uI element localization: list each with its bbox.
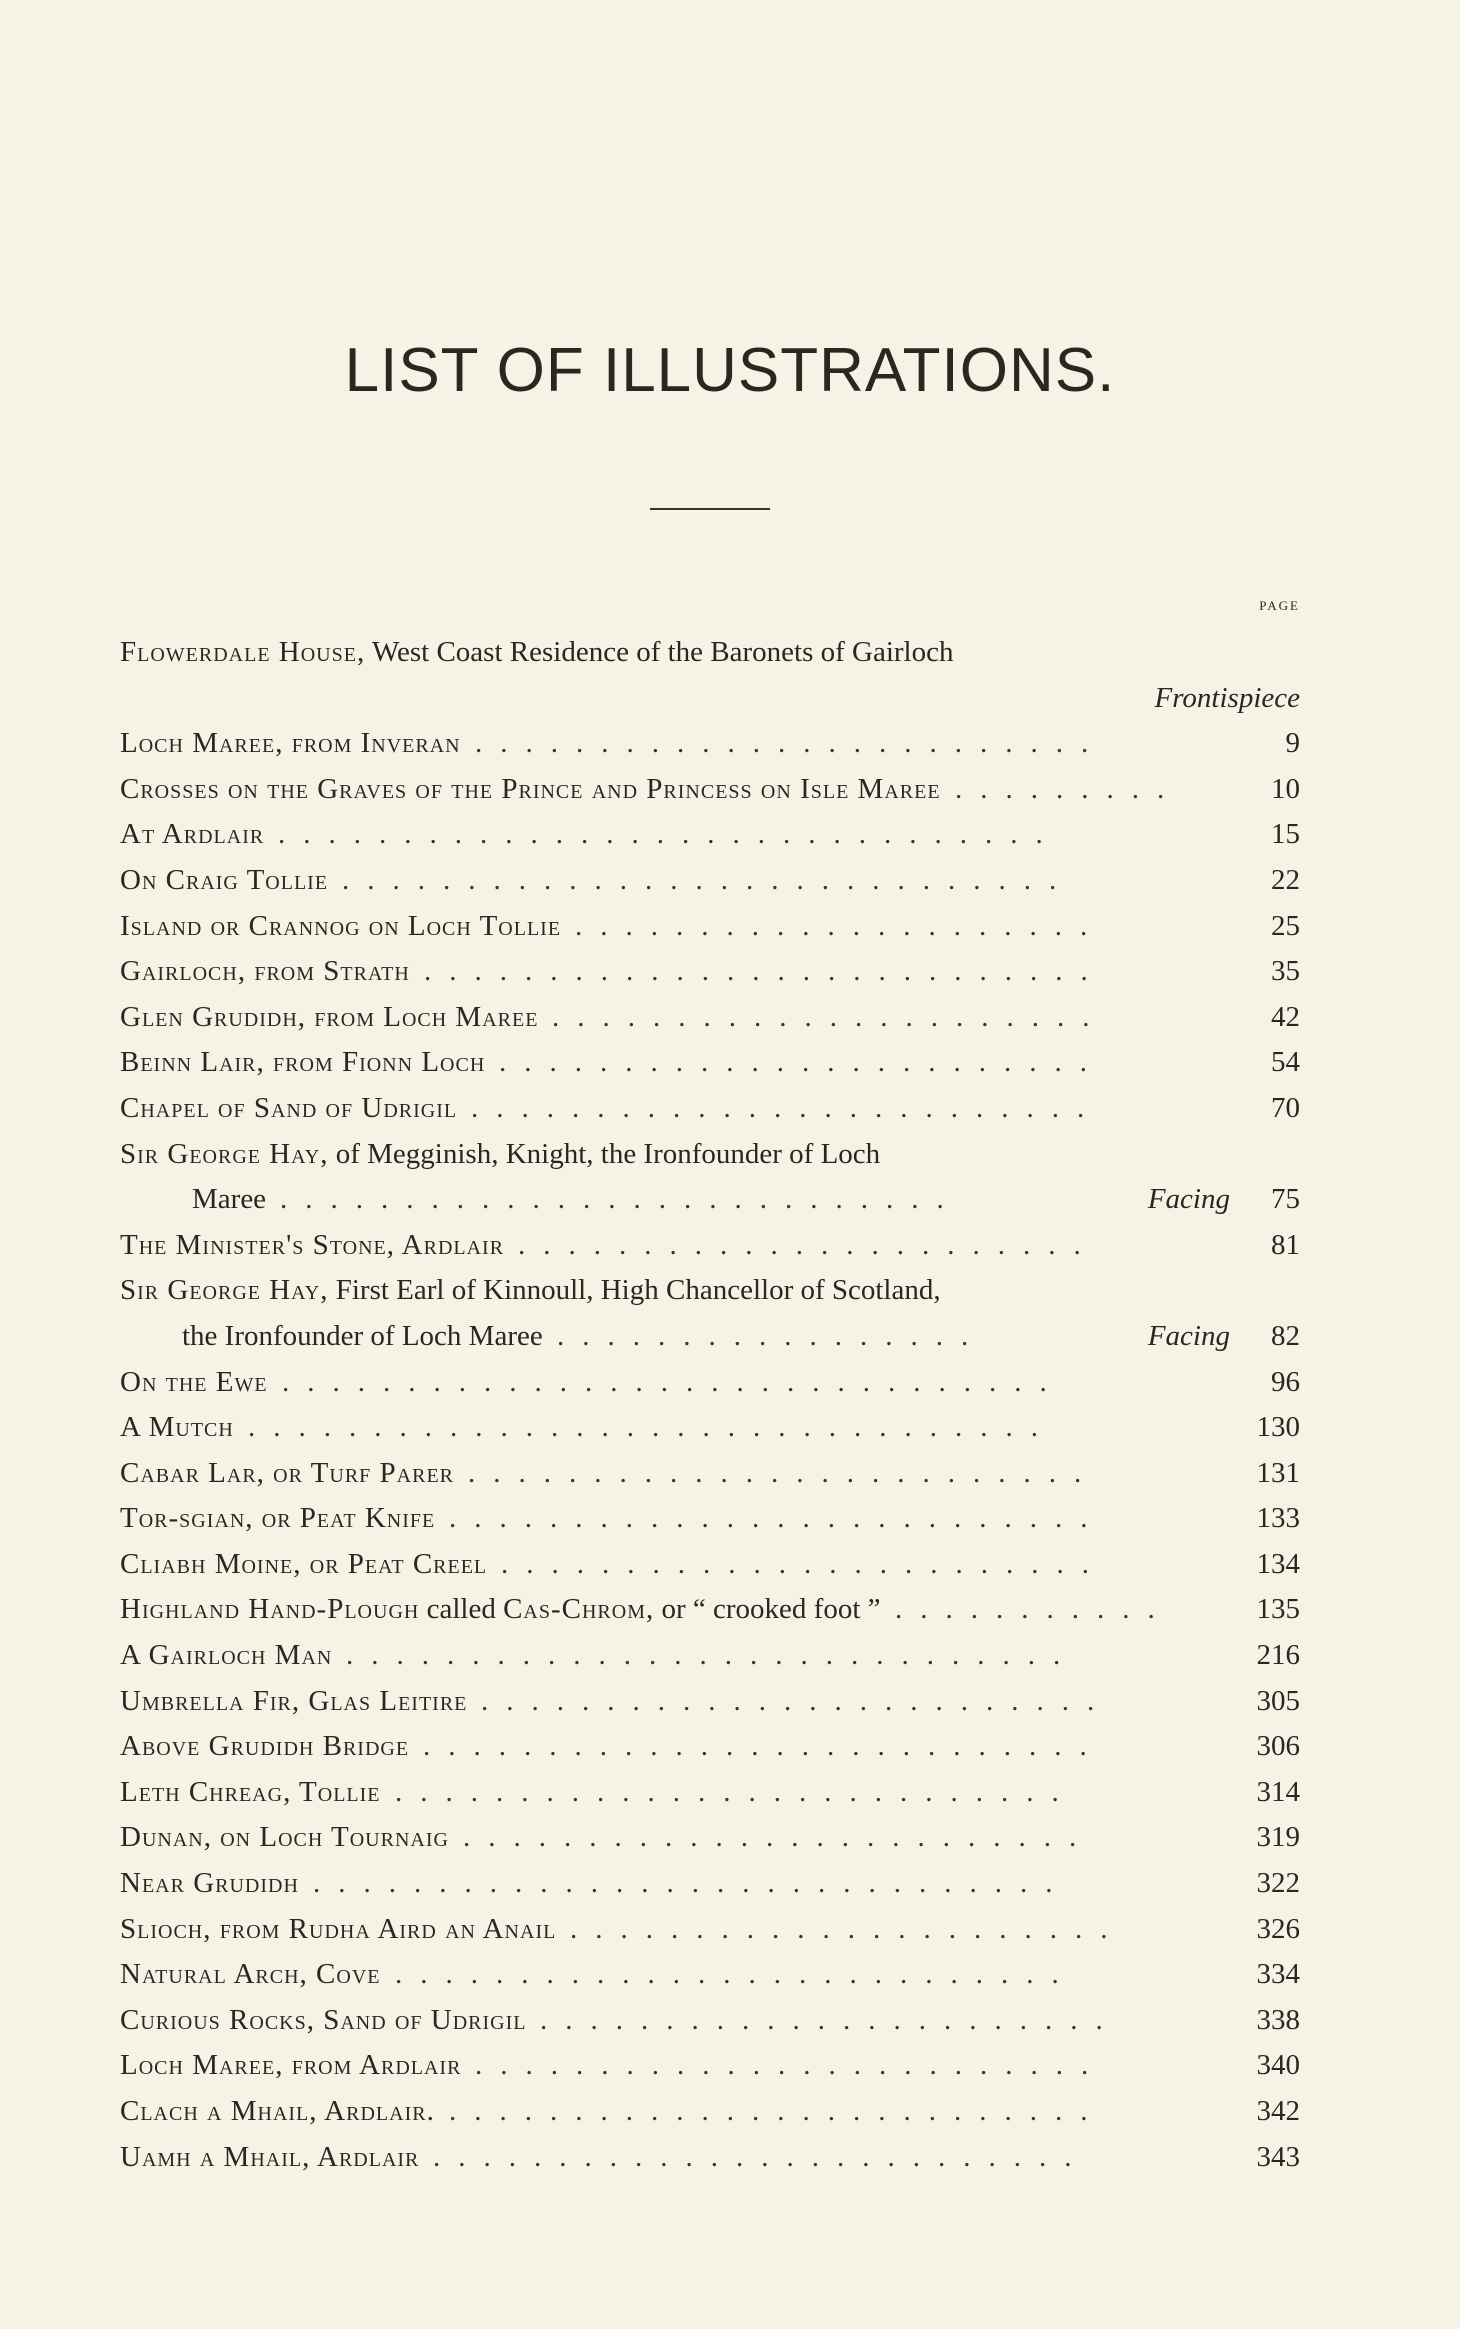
list-item — [120, 812, 1300, 858]
list-item — [120, 2135, 1300, 2181]
page-number: 306 — [1256, 1730, 1300, 1763]
page-number: 216 — [1256, 1639, 1300, 1672]
page-number: 9 — [1285, 727, 1300, 760]
dot-leader: ........................... — [424, 955, 1106, 988]
page-number: 340 — [1256, 2049, 1300, 2082]
entry-caption: Gairloch, from Strath — [120, 955, 410, 988]
page-number: 134 — [1256, 1547, 1300, 1580]
list-item — [120, 1451, 1300, 1497]
list-item — [120, 721, 1300, 767]
frontispiece-label: Frontispiece — [1154, 681, 1300, 714]
entry-caption-group — [120, 1861, 299, 1907]
entry-caption-group — [120, 1998, 526, 2044]
entry-caption-rest: First Earl of Kinnoull, High Chancellor of Scotland, — [328, 1274, 941, 1307]
entry-caption: Uamh a Mhail, Ardlair — [120, 2140, 420, 2173]
entry-caption-group — [120, 1815, 449, 1861]
entry-caption-group — [120, 949, 410, 995]
entry-caption-group — [120, 1952, 381, 1998]
dot-leader: ......................... — [481, 1684, 1113, 1717]
page-number: 338 — [1256, 2003, 1300, 2036]
entry-caption-group — [120, 1633, 332, 1679]
entry-caption: Near Grudidh — [120, 1867, 299, 1900]
entry-caption: A Mutch — [120, 1411, 234, 1444]
entry-caption: Above Grudidh Bridge — [120, 1730, 410, 1763]
entry-caption: Slioch, from Rudha Aird an Anail — [120, 1912, 557, 1945]
page-number: 10 — [1271, 772, 1300, 805]
entry-caption-rest: West Coast Residence of the Baronets of Gairloch — [365, 636, 954, 668]
page-number: 75 — [1271, 1183, 1300, 1216]
entry-caption: Clach a Mhail, Ardlair. — [120, 2095, 435, 2127]
list-item — [120, 1907, 1300, 1953]
entry-caption: Highland Hand-Plough — [120, 1593, 420, 1626]
dot-leader: .............................. — [313, 1867, 1071, 1900]
entry-caption: Loch Maree, from Ardlair — [120, 2049, 462, 2082]
page-number: 130 — [1256, 1411, 1300, 1444]
list-item — [120, 1587, 1300, 1633]
entry-caption-group — [120, 1679, 467, 1725]
page-number: 319 — [1256, 1821, 1300, 1854]
dot-leader: ....................... — [518, 1228, 1099, 1261]
entry-caption: Island or Crannog on Loch Tollie — [120, 909, 562, 942]
title-rule — [650, 508, 770, 510]
list-item — [120, 1360, 1300, 1406]
entry-caption: Tor-sgian, or Peat Knife — [120, 1502, 436, 1535]
page-number: 81 — [1271, 1228, 1300, 1261]
dot-leader: ................. — [557, 1319, 987, 1352]
page-number: 334 — [1256, 1958, 1300, 1991]
page-number: 305 — [1256, 1684, 1300, 1717]
entry-caption: Leth Chreag, Tollie — [120, 1775, 381, 1808]
entry-caption: On the Ewe — [120, 1365, 268, 1398]
list-item — [120, 1815, 1300, 1861]
entry-caption: Cliabh Moine, or Peat Creel — [120, 1547, 488, 1580]
entry-caption-group — [120, 812, 264, 858]
entry-caption-group — [120, 1587, 881, 1633]
list-item — [120, 904, 1300, 950]
facing-label: Facing — [1147, 1319, 1230, 1352]
entry-caption-group — [120, 721, 461, 767]
page-number: 326 — [1256, 1912, 1300, 1945]
page-number: 322 — [1256, 1867, 1300, 1900]
entry-caption-group — [120, 2135, 419, 2181]
list-item — [120, 1679, 1300, 1725]
entry-caption: On Craig Tollie — [120, 863, 329, 896]
entry-caption: The Minister's Stone, Ardlair — [120, 1228, 505, 1261]
dot-leader: ..................... — [575, 909, 1106, 942]
entry-caption-group — [120, 1496, 435, 1542]
dot-leader: ............................... — [278, 818, 1061, 851]
entry-caption-term: Cas-Chrom, — [503, 1593, 655, 1626]
dot-leader: ......................... — [475, 2049, 1107, 2082]
dot-leader: ........................ — [501, 1547, 1107, 1580]
page-number: 54 — [1271, 1046, 1300, 1079]
list-item — [120, 1223, 1300, 1269]
entry-caption-group — [120, 1542, 487, 1588]
list-item — [120, 1952, 1300, 1998]
list-item — [120, 1770, 1300, 1816]
dot-leader: ............................. — [346, 1639, 1079, 1672]
entry-caption-group — [120, 1724, 409, 1770]
list-item — [120, 767, 1300, 813]
dot-leader: ............................... — [282, 1365, 1065, 1398]
dot-leader: ......................... — [468, 1456, 1100, 1489]
list-item — [120, 1132, 1300, 1178]
entry-caption: Umbrella Fir, Glas Leitire — [120, 1684, 468, 1717]
list-item — [120, 2043, 1300, 2089]
entry-caption: At Ardlair — [120, 818, 265, 851]
entry-caption-rest: called — [419, 1593, 504, 1626]
entry-caption-continued: the Ironfounder of Loch Maree — [182, 1319, 543, 1352]
entry-caption-group — [120, 1451, 454, 1497]
page-number: 133 — [1256, 1502, 1300, 1535]
list-item-continuation — [120, 1314, 1300, 1360]
list-item — [120, 1405, 1300, 1451]
entry-caption: Dunan, on Loch Tournaig — [120, 1821, 449, 1854]
entry-caption: A Gairloch Man — [120, 1639, 333, 1672]
entry-caption-group — [120, 995, 538, 1041]
entry-caption-group — [120, 2089, 435, 2135]
entry-caption-group — [120, 1907, 556, 1953]
dot-leader: ........................... — [395, 1958, 1077, 1991]
entry-caption: Glen Grudidh, from Loch Maree — [120, 1000, 539, 1033]
dot-leader: ........................ — [499, 1046, 1105, 1079]
dot-leader: ................................ — [248, 1411, 1056, 1444]
dot-leader: ........................... — [280, 1183, 962, 1216]
page-number: 342 — [1256, 2095, 1300, 2127]
page-number: 314 — [1256, 1775, 1300, 1808]
entry-caption-continued: Maree — [192, 1183, 267, 1216]
list-item — [120, 949, 1300, 995]
dot-leader: ............................. — [342, 863, 1075, 896]
entry-caption-group — [120, 1086, 457, 1132]
entry-caption: Sir George Hay, — [120, 1274, 329, 1307]
page-number: 70 — [1271, 1091, 1300, 1124]
list-item — [120, 1861, 1300, 1907]
page-number: 15 — [1271, 818, 1300, 851]
entry-caption-group — [120, 1770, 381, 1816]
list-item — [120, 1086, 1300, 1132]
entry-caption-group — [120, 1223, 504, 1269]
dot-leader: ...................... — [570, 1912, 1126, 1945]
list-item — [120, 1542, 1300, 1588]
entry-caption-group — [120, 1360, 268, 1406]
list-item-continuation — [120, 1177, 1300, 1223]
illustrations-list — [120, 630, 1300, 2180]
page-title: LIST OF ILLUSTRATIONS. — [344, 336, 1116, 405]
list-item — [120, 858, 1300, 904]
entry-caption-group — [120, 858, 328, 904]
list-item-continuation — [120, 676, 1300, 722]
page-number: 343 — [1256, 2140, 1300, 2173]
list-item — [120, 995, 1300, 1041]
list-item — [120, 1998, 1300, 2044]
entry-caption-group — [120, 1040, 485, 1086]
dot-leader: ......................... — [463, 1821, 1095, 1854]
page-number: 82 — [1271, 1319, 1300, 1352]
entry-caption: Chapel of Sand of Udrigil — [120, 1091, 458, 1124]
page-number: 131 — [1256, 1456, 1300, 1489]
list-item — [120, 1633, 1300, 1679]
entry-caption: Beinn Lair, from Fionn Loch — [120, 1046, 486, 1079]
page-number: 25 — [1271, 909, 1300, 942]
entry-caption: Curious Rocks, Sand of Udrigil — [120, 2003, 527, 2036]
list-item — [120, 1496, 1300, 1542]
list-item — [120, 1268, 1300, 1314]
entry-caption: Natural Arch, Cove — [120, 1958, 381, 1991]
dot-leader: ........... — [895, 1593, 1173, 1626]
dot-leader: ......... — [955, 772, 1183, 805]
entry-caption-rest: of Megginish, Knight, the Ironfounder of Loch — [328, 1137, 881, 1170]
entry-caption: Cabar Lar, or Turf Parer — [120, 1456, 455, 1489]
entry-caption-group — [120, 2043, 461, 2089]
page-number: 42 — [1271, 1000, 1300, 1033]
entry-caption: Flowerdale House, — [120, 636, 366, 668]
list-item — [120, 2089, 1300, 2135]
facing-label: Facing — [1147, 1183, 1230, 1216]
dot-leader: .......................... — [449, 2095, 1106, 2127]
entry-caption-group — [120, 1405, 234, 1451]
list-item — [120, 1040, 1300, 1086]
dot-leader: ...................... — [552, 1000, 1108, 1033]
dot-leader: .......................... — [433, 2140, 1090, 2173]
list-item — [120, 630, 1300, 676]
dot-leader: .......................... — [449, 1502, 1106, 1535]
dot-leader: ........................... — [423, 1730, 1105, 1763]
page-number: 96 — [1271, 1365, 1300, 1398]
entry-caption-group — [120, 767, 941, 813]
list-item — [120, 1724, 1300, 1770]
dot-leader: ......................... — [471, 1091, 1103, 1124]
dot-leader: ....................... — [540, 2003, 1121, 2036]
page-number: 135 — [1256, 1593, 1300, 1626]
dot-leader: ........................... — [395, 1775, 1077, 1808]
entry-caption-rest: or “ crooked foot ” — [654, 1593, 881, 1626]
entry-caption: Sir George Hay, — [120, 1137, 329, 1170]
page-number: 35 — [1271, 955, 1300, 988]
dot-leader: ......................... — [475, 727, 1107, 760]
entry-caption-group — [120, 904, 561, 950]
page-number: 22 — [1271, 863, 1300, 896]
entry-caption: Crosses on the Graves of the Prince and Princess on Isle Maree — [120, 772, 941, 805]
page-column-heading: page — [1259, 594, 1300, 614]
entry-caption: Loch Maree, from Inveran — [120, 727, 461, 760]
